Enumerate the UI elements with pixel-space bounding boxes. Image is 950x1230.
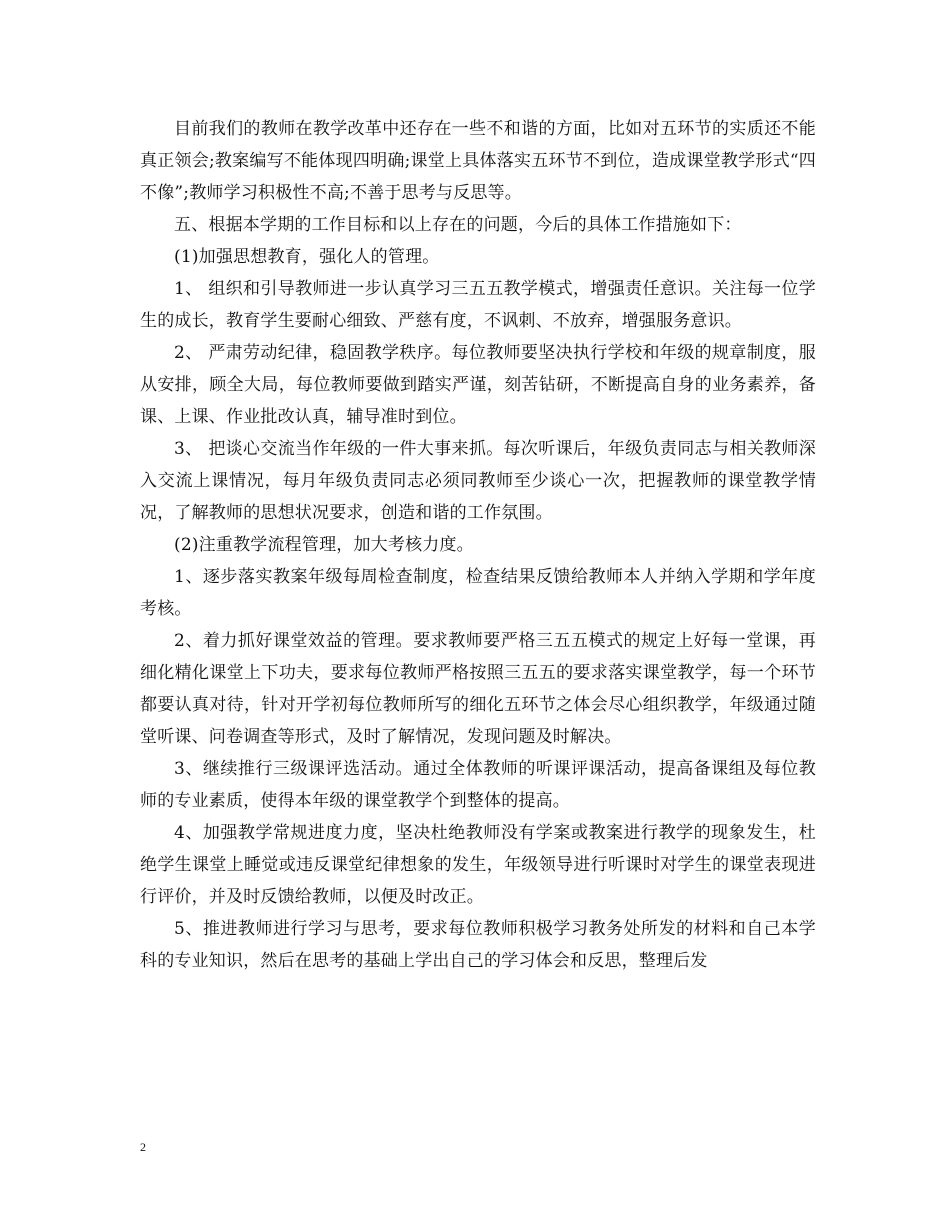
paragraph: 1、 组织和引导教师进一步认真学习三五五教学模式，增强责任意识。关注每一位学生的成长，教育学生要耐心细致、严慈有度，不讽刺、不放弃，增强服务意识。 xyxy=(140,279,816,331)
paragraph: 2、着力抓好课堂效益的管理。要求教师要严格三五五模式的规定上好每一堂课，再细化精化课堂上下功夫，要求每位教师严格按照三五五的要求落实课堂教学，每一个环节都要认真对待，针对开学初每位教师所写的细化五环节之体会尽心组织教学，年级通过随堂听课、问卷调查等形式，及时了解情况，发现问题及时解决。 xyxy=(140,631,816,747)
paragraph: 3、继续推行三级课评选活动。通过全体教师的听课评课活动，提高备课组及每位教师的专业素质，使得本年级的课堂教学个到整体的提高。 xyxy=(140,759,816,811)
paragraph: 1、逐步落实教案年级每周检查制度，检查结果反馈给教师本人并纳入学期和学年度考核。 xyxy=(140,567,816,619)
paragraph: (1)加强思想教育，强化人的管理。 xyxy=(174,247,440,267)
paragraph: 目前我们的教师在教学改革中还存在一些不和谐的方面，比如对五环节的实质还不能真正领会;教案编写不能体现四明确;课堂上具体落实五环节不到位，造成课堂教学形式“四不像”;教师学习积极性不高;不善于思考与反思等。 xyxy=(140,119,816,203)
document-body xyxy=(140,113,816,977)
page-number: 2 xyxy=(140,1140,146,1154)
paragraph: 2、 严肃劳动纪律，稳固教学秩序。每位教师要坚决执行学校和年级的规章制度，服从安排，顾全大局，每位教师要做到踏实严谨，刻苦钻研，不断提高自身的业务素养，备课、上课、作业批改认真，辅导准时到位。 xyxy=(140,343,816,427)
paragraph: 5、推进教师进行学习与思考，要求每位教师积极学习教务处所发的材料和自己本学科的专业知识，然后在思考的基础上学出自己的学习体会和反思，整理后发 xyxy=(140,919,816,971)
paragraph: 五、根据本学期的工作目标和以上存在的问题，今后的具体工作措施如下： xyxy=(174,215,742,235)
paragraph: 3、 把谈心交流当作年级的一件大事来抓。每次听课后，年级负责同志与相关教师深入交流上课情况，每月年级负责同志必须同教师至少谈心一次，把握教师的课堂教学情况，了解教师的思想状况要求，创造和谐的工作氛围。 xyxy=(140,439,816,523)
paragraph: 4、加强教学常规进度力度，坚决杜绝教师没有学案或教案进行教学的现象发生，杜绝学生课堂上睡觉或违反课堂纪律想象的发生，年级领导进行听课时对学生的课堂表现进行评价，并及时反馈给教师，以便及时改正。 xyxy=(140,823,816,907)
paragraph: (2)注重教学流程管理，加大考核力度。 xyxy=(174,535,474,555)
